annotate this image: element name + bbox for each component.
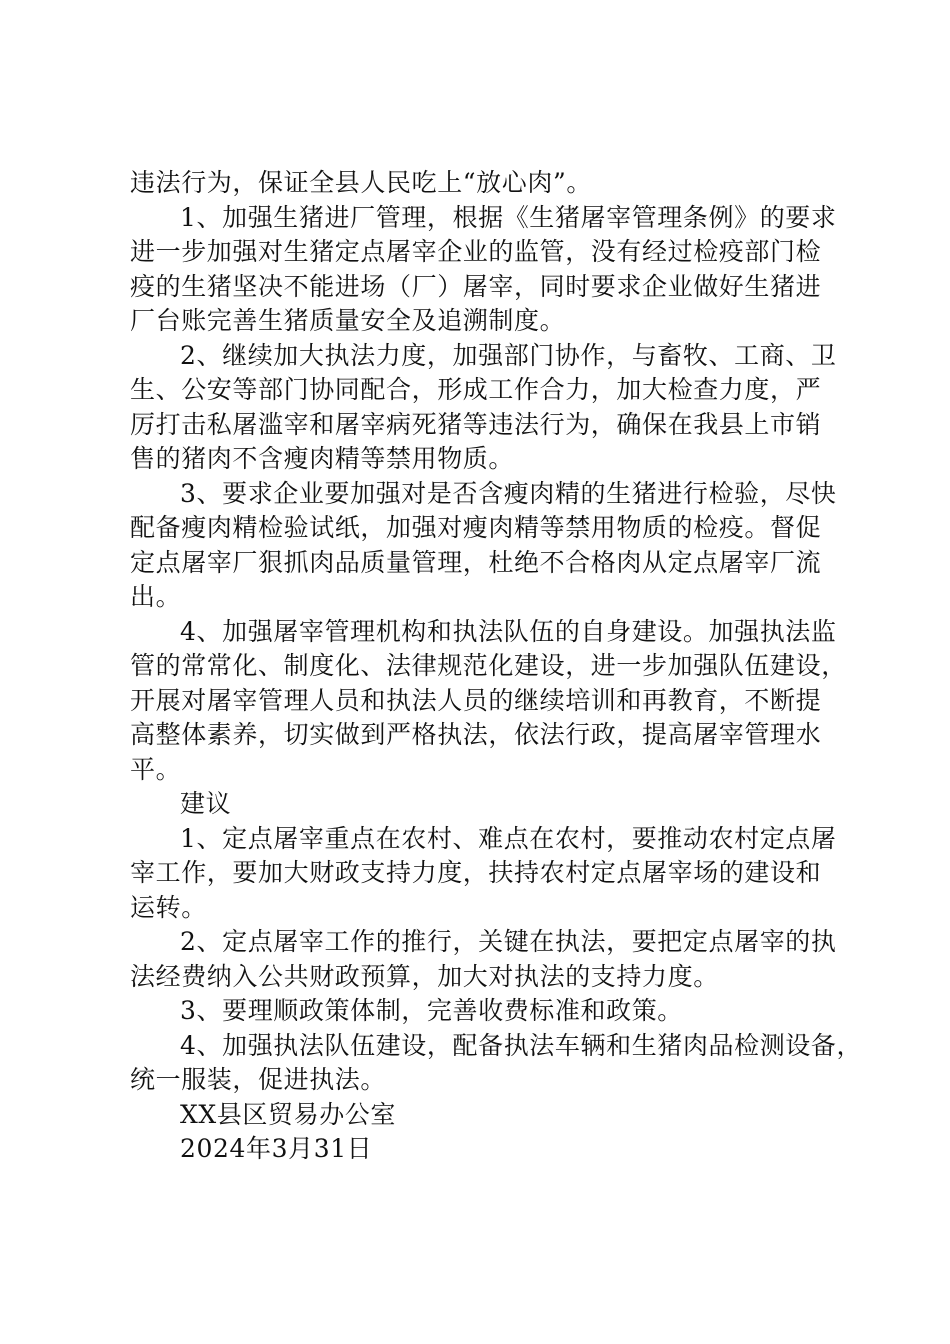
text-line: 法经费纳入公共财政预算，加大对执法的支持力度。 (130, 961, 719, 991)
text-line: 厉打击私屠滥宰和屠宰病死猪等违法行为，确保在我县上市销 (130, 409, 822, 439)
text-line: 违法行为，保证全县人民吃上“放心肉”。 (130, 168, 592, 197)
text-line: 开展对屠宰管理人员和执法人员的继续培训和再教育，不断提 (130, 685, 822, 715)
text-line: 1、加强生猪进厂管理，根据《生猪屠宰管理条例》的要求 (180, 202, 837, 232)
text-line: 出。 (130, 582, 182, 611)
signature-date: 2024年3月31日 (180, 1134, 373, 1163)
text-line: 3、要求企业要加强对是否含瘦肉精的生猪进行检验，尽快 (180, 478, 837, 508)
text-line: 统一服装，促进执法。 (130, 1065, 387, 1094)
text-line: 4、加强执法队伍建设，配备执法车辆和生猪肉品检测设备， (180, 1030, 863, 1060)
text-line: 厂台账完善生猪质量安全及追溯制度。 (130, 306, 566, 335)
text-line: 管的常常化、制度化、法律规范化建设，进一步加强队伍建设， (130, 651, 847, 680)
section-heading: 建议 (180, 789, 232, 818)
text-line: 2、继续加大执法力度，加强部门协作，与畜牧、工商、卫 (180, 340, 837, 370)
text-line: 宰工作，要加大财政支持力度，扶持农村定点屠宰场的建设和 (130, 858, 822, 887)
signature-office: XX县区贸易办公室 (180, 1099, 396, 1129)
text-line: 1、定点屠宰重点在农村、难点在农村，要推动农村定点屠 (180, 823, 837, 853)
text-line: 生、公安等部门协同配合，形成工作合力，加大检查力度，严 (130, 375, 822, 404)
text-line: 配备瘦肉精检验试纸，加强对瘦肉精等禁用物质的检疫。督促 (130, 513, 822, 542)
text-line: 3、要理顺政策体制，完善收费标准和政策。 (180, 996, 683, 1025)
text-line: 平。 (130, 754, 182, 784)
text-line: 运转。 (130, 892, 207, 922)
text-line: 进一步加强对生猪定点屠宰企业的监管，没有经过检疫部门检 (130, 237, 822, 266)
text-line: 高整体素养，切实做到严格执法，依法行政，提高屠宰管理水 (130, 720, 822, 749)
text-line: 疫的生猪坚决不能进场（厂）屠宰，同时要求企业做好生猪进 (130, 271, 822, 301)
text-line: 定点屠宰厂狠抓肉品质量管理，杜绝不合格肉从定点屠宰厂流 (130, 547, 822, 577)
document-body (130, 166, 863, 1167)
text-line: 2、定点屠宰工作的推行，关键在执法，要把定点屠宰的执 (180, 927, 837, 956)
text-line: 4、加强屠宰管理机构和执法队伍的自身建设。加强执法监 (180, 616, 837, 646)
text-line: 售的猪肉不含瘦肉精等禁用物质。 (130, 444, 515, 473)
